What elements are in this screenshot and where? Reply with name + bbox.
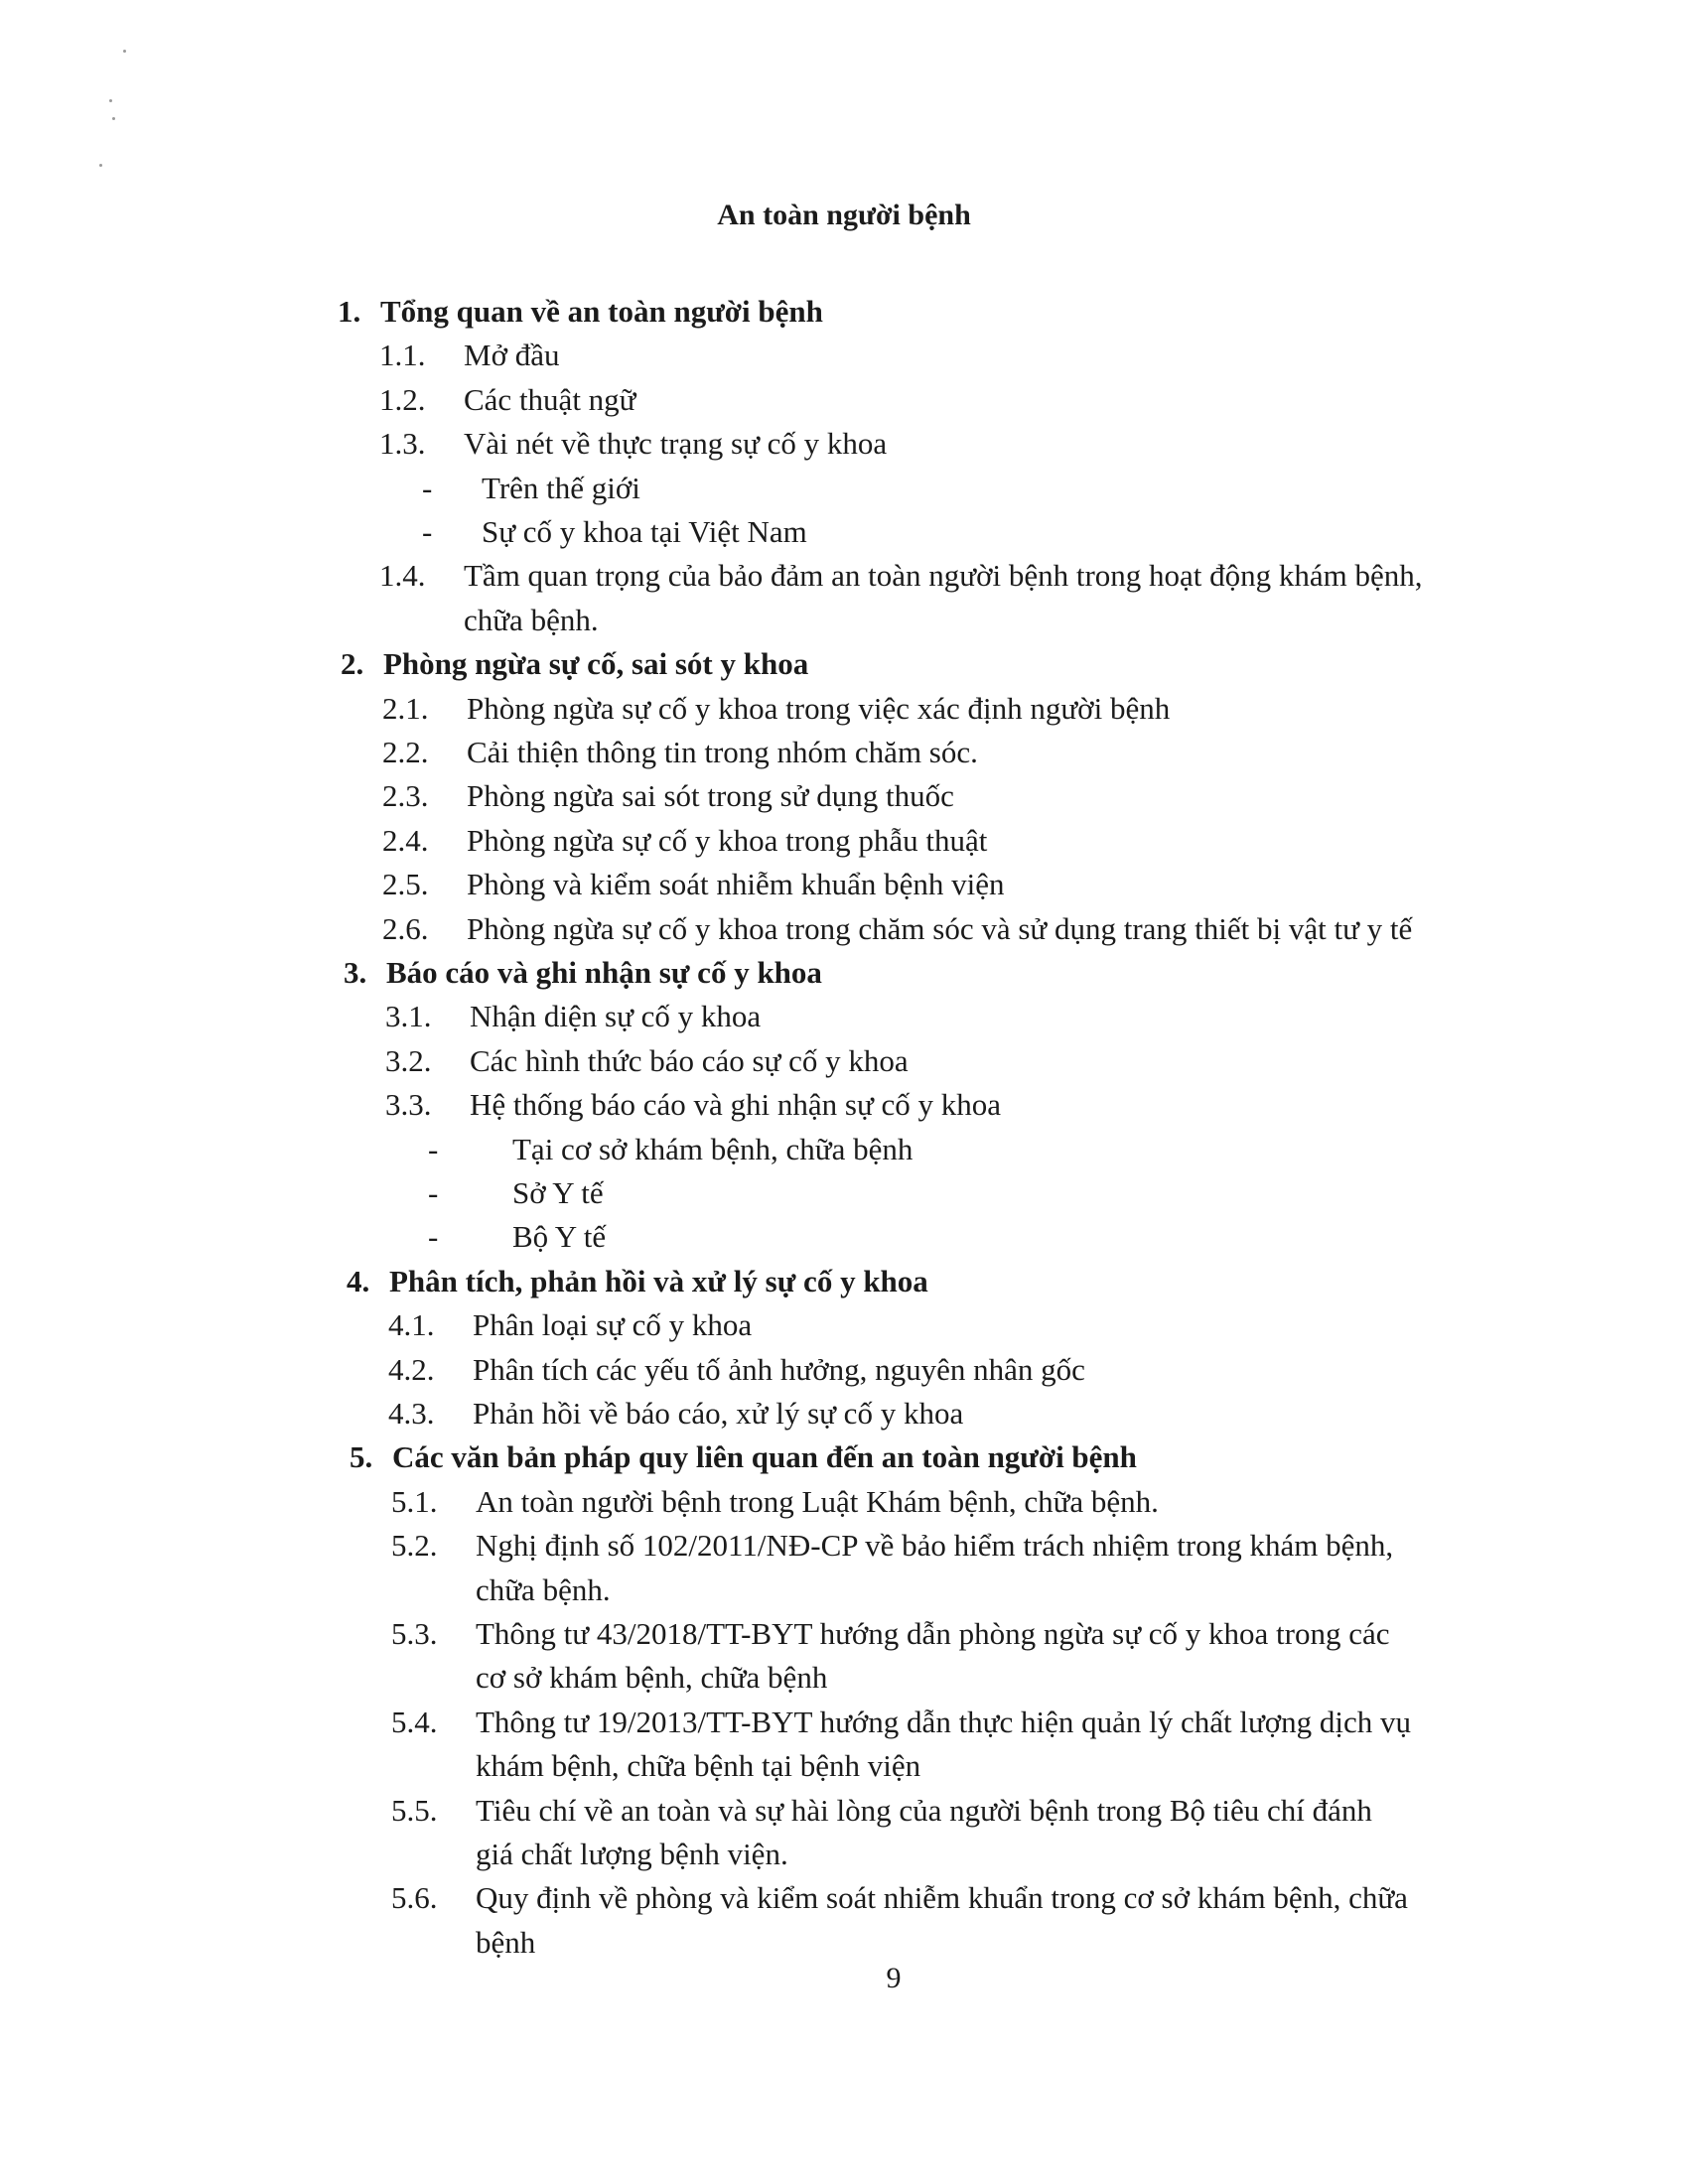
item-number: 4.3.: [388, 1396, 435, 1431]
item-text: Phòng ngừa sự cố y khoa trong việc xác định người bệnh: [467, 690, 1171, 726]
item-text: Hệ thống báo cáo và ghi nhận sự cố y khoa: [470, 1087, 1002, 1123]
section-number: 1.: [338, 294, 361, 329]
item-number: 3.2.: [385, 1042, 432, 1078]
item-number: 5.6.: [391, 1880, 438, 1916]
item-text: Tầm quan trọng của bảo đảm an toàn người bệnh trong hoạt động khám bệnh,: [464, 558, 1423, 594]
item-text: Nhận diện sự cố y khoa: [470, 999, 762, 1034]
item-number: 2.4.: [382, 822, 429, 858]
item-text: Tiêu chí về an toàn và sự hài lòng của người bệnh trong Bộ tiêu chí đánh: [476, 1792, 1372, 1828]
bullet-dash: -: [422, 470, 433, 505]
bullet-dash: -: [428, 1131, 439, 1166]
item-number: 3.3.: [385, 1087, 432, 1123]
bullet-dash: -: [428, 1175, 439, 1210]
item-number: 5.4.: [391, 1704, 438, 1739]
item-number: 2.5.: [382, 867, 429, 902]
item-continuation: chữa bệnh.: [476, 1571, 611, 1607]
item-number: 5.1.: [391, 1483, 438, 1519]
item-continuation: khám bệnh, chữa bệnh tại bệnh viện: [476, 1748, 921, 1784]
item-text: Thông tư 19/2013/TT-BYT hướng dẫn thực hiện quản lý chất lượng dịch vụ: [476, 1704, 1412, 1739]
item-number: 1.4.: [379, 558, 426, 594]
section-title: Phòng ngừa sự cố, sai sót y khoa: [383, 646, 809, 682]
scan-speck: [99, 164, 102, 167]
bullet-text: Sở Y tế: [512, 1175, 604, 1210]
item-continuation: bệnh: [476, 1924, 536, 1960]
item-number: 2.6.: [382, 910, 429, 946]
item-continuation: giá chất lượng bệnh viện.: [476, 1837, 788, 1871]
item-text: Phòng và kiểm soát nhiễm khuẩn bệnh viện: [467, 867, 1005, 902]
item-number: 4.2.: [388, 1351, 435, 1387]
item-text: Các thuật ngữ: [464, 381, 636, 417]
item-number: 2.2.: [382, 735, 429, 769]
section-title: Các văn bản pháp quy liên quan đến an toàn người bệnh: [392, 1439, 1137, 1475]
item-continuation: cơ sở khám bệnh, chữa bệnh: [476, 1660, 828, 1696]
bullet-text: Bộ Y tế: [512, 1219, 607, 1255]
item-number: 1.3.: [379, 426, 426, 462]
scan-speck: [109, 99, 112, 102]
item-continuation: chữa bệnh.: [464, 602, 599, 637]
item-text: Phản hồi về báo cáo, xử lý sự cố y khoa: [473, 1396, 964, 1431]
item-text: Nghị định số 102/2011/NĐ-CP về bảo hiểm trách nhiệm trong khám bệnh,: [476, 1528, 1394, 1564]
item-number: 2.3.: [382, 778, 429, 814]
item-text: Thông tư 43/2018/TT-BYT hướng dẫn phòng ngừa sự cố y khoa trong các: [476, 1616, 1390, 1651]
item-text: Vài nét về thực trạng sự cố y khoa: [464, 426, 888, 462]
item-text: Mở đầu: [464, 338, 560, 373]
item-number: 1.1.: [379, 338, 426, 373]
item-text: Quy định về phòng và kiểm soát nhiễm khuẩn trong cơ sở khám bệnh, chữa: [476, 1880, 1408, 1916]
section-title: Phân tích, phản hồi và xử lý sự cố y khoa: [389, 1263, 928, 1298]
section-number: 2.: [341, 646, 364, 682]
page-number: 9: [886, 1962, 902, 1994]
item-text: Phòng ngừa sự cố y khoa trong chăm sóc và sử dụng trang thiết bị vật tư y tế: [467, 910, 1413, 946]
section-number: 5.: [350, 1439, 373, 1475]
item-text: Các hình thức báo cáo sự cố y khoa: [470, 1042, 909, 1078]
item-number: 5.5.: [391, 1792, 438, 1828]
bullet-dash: -: [428, 1219, 439, 1255]
item-text: Cải thiện thông tin trong nhóm chăm sóc.: [467, 735, 978, 769]
section-number: 3.: [344, 955, 367, 990]
document-title: An toàn người bệnh: [717, 199, 971, 231]
scan-speck: [112, 117, 115, 120]
bullet-text: Sự cố y khoa tại Việt Nam: [482, 514, 807, 549]
item-text: Phòng ngừa sai sót trong sử dụng thuốc: [467, 778, 954, 814]
item-number: 2.1.: [382, 690, 429, 726]
item-text: Phòng ngừa sự cố y khoa trong phẫu thuật: [467, 822, 988, 858]
scan-speck: [123, 50, 126, 53]
section-title: Tổng quan về an toàn người bệnh: [380, 294, 823, 329]
item-number: 1.2.: [379, 381, 426, 417]
item-text: Phân loại sự cố y khoa: [473, 1307, 753, 1343]
section-title: Báo cáo và ghi nhận sự cố y khoa: [386, 955, 822, 990]
bullet-text: Tại cơ sở khám bệnh, chữa bệnh: [512, 1131, 914, 1166]
bullet-text: Trên thế giới: [482, 470, 640, 505]
item-text: Phân tích các yếu tố ảnh hưởng, nguyên nhân gốc: [473, 1351, 1085, 1387]
item-text: An toàn người bệnh trong Luật Khám bệnh, chữa bệnh.: [476, 1483, 1159, 1519]
item-number: 5.2.: [391, 1528, 438, 1564]
item-number: 5.3.: [391, 1616, 438, 1651]
item-number: 4.1.: [388, 1307, 435, 1343]
item-number: 3.1.: [385, 999, 432, 1034]
section-number: 4.: [347, 1263, 370, 1298]
bullet-dash: -: [422, 514, 433, 549]
